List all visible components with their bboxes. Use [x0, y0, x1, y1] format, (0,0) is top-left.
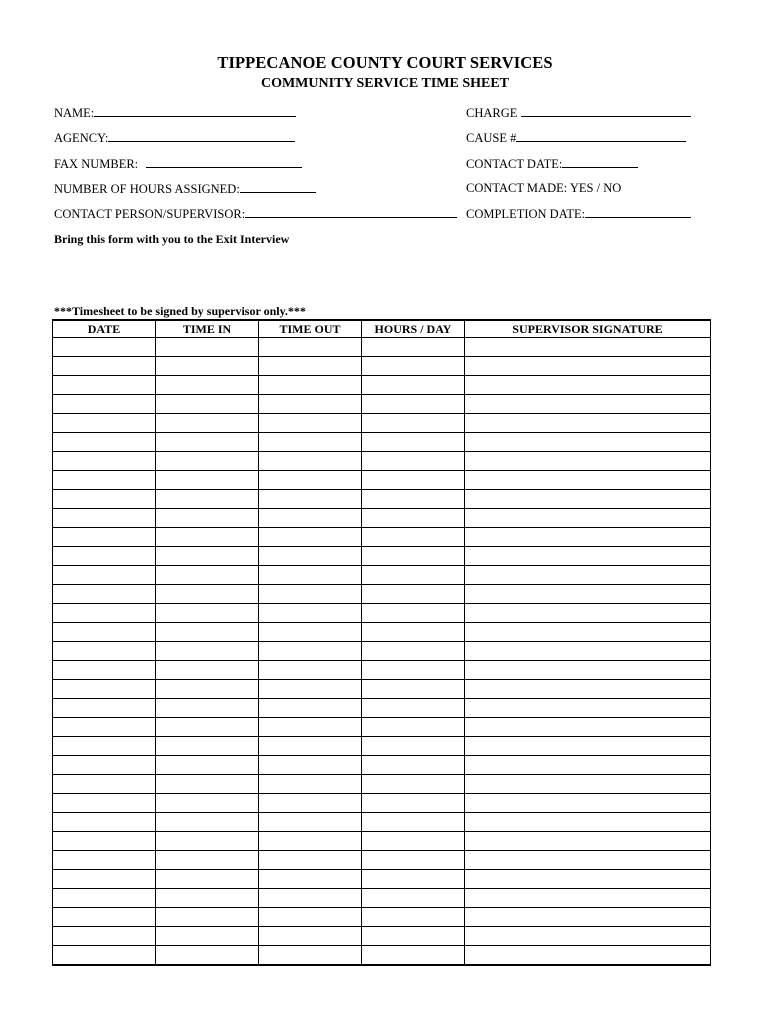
time-in-cell[interactable] — [156, 452, 259, 471]
time-in-cell[interactable] — [156, 889, 259, 908]
supervisor-signature-cell[interactable] — [465, 471, 711, 490]
time-in-cell[interactable] — [156, 832, 259, 851]
time-out-cell[interactable] — [259, 870, 362, 889]
date-cell[interactable] — [53, 680, 156, 699]
time-out-column-header: TIME OUT — [259, 320, 362, 338]
contact-made-field — [466, 180, 621, 196]
hours-day-cell[interactable] — [362, 908, 465, 927]
timesheet-body — [53, 338, 711, 966]
supervisor-signature-cell[interactable] — [465, 927, 711, 946]
hours-day-cell[interactable] — [362, 661, 465, 680]
time-in-cell[interactable] — [156, 338, 259, 357]
fax-number-blank[interactable] — [146, 155, 302, 168]
charge-blank[interactable] — [521, 104, 691, 117]
supervisor-signature-cell[interactable] — [465, 661, 711, 680]
hours-day-cell[interactable] — [362, 566, 465, 585]
hours-day-cell[interactable] — [362, 547, 465, 566]
hours-day-cell[interactable] — [362, 870, 465, 889]
supervisor-signature-cell[interactable] — [465, 585, 711, 604]
table-row — [53, 642, 711, 661]
table-row — [53, 832, 711, 851]
time-out-cell[interactable] — [259, 756, 362, 775]
time-out-cell[interactable] — [259, 490, 362, 509]
time-out-cell[interactable] — [259, 357, 362, 376]
hours-day-cell[interactable] — [362, 395, 465, 414]
hours-day-cell[interactable] — [362, 794, 465, 813]
time-in-cell[interactable] — [156, 547, 259, 566]
agency-label: AGENCY: — [54, 131, 109, 145]
time-out-cell[interactable] — [259, 585, 362, 604]
charge-label: CHARGE — [466, 106, 518, 120]
hours-day-cell[interactable] — [362, 642, 465, 661]
time-in-cell[interactable] — [156, 395, 259, 414]
hours-day-cell[interactable] — [362, 509, 465, 528]
supervisor-signature-column-header: SUPERVISOR SIGNATURE — [465, 320, 711, 338]
hours-day-cell[interactable] — [362, 376, 465, 395]
hours-day-cell[interactable] — [362, 357, 465, 376]
date-cell[interactable] — [53, 756, 156, 775]
time-in-cell[interactable] — [156, 471, 259, 490]
hours-day-cell[interactable] — [362, 414, 465, 433]
contact-person-blank[interactable] — [245, 205, 457, 218]
supervisor-signature-cell[interactable] — [465, 357, 711, 376]
table-row — [53, 775, 711, 794]
time-in-cell[interactable] — [156, 927, 259, 946]
hours-assigned-blank[interactable] — [240, 180, 316, 193]
date-cell[interactable] — [53, 946, 156, 966]
time-in-cell[interactable] — [156, 490, 259, 509]
time-in-cell[interactable] — [156, 870, 259, 889]
hours-day-cell[interactable] — [362, 832, 465, 851]
time-out-cell[interactable] — [259, 433, 362, 452]
supervisor-signature-cell[interactable] — [465, 509, 711, 528]
hours-day-cell[interactable] — [362, 623, 465, 642]
time-in-cell[interactable] — [156, 813, 259, 832]
supervisor-signature-cell[interactable] — [465, 699, 711, 718]
table-row — [53, 870, 711, 889]
time-in-cell[interactable] — [156, 699, 259, 718]
signature-notice: ***Timesheet to be signed by supervisor only.*** — [54, 304, 306, 318]
hours-day-cell[interactable] — [362, 927, 465, 946]
time-out-cell[interactable] — [259, 338, 362, 357]
date-cell[interactable] — [53, 338, 156, 357]
time-in-cell[interactable] — [156, 585, 259, 604]
table-row — [53, 737, 711, 756]
hours-day-cell[interactable] — [362, 680, 465, 699]
time-in-cell[interactable] — [156, 433, 259, 452]
time-out-cell[interactable] — [259, 623, 362, 642]
date-cell[interactable] — [53, 851, 156, 870]
timesheet-header-row — [53, 320, 711, 338]
hours-day-cell[interactable] — [362, 851, 465, 870]
supervisor-signature-cell[interactable] — [465, 395, 711, 414]
table-row — [53, 889, 711, 908]
table-row — [53, 585, 711, 604]
time-out-cell[interactable] — [259, 566, 362, 585]
time-out-cell[interactable] — [259, 471, 362, 490]
time-in-cell[interactable] — [156, 623, 259, 642]
date-cell[interactable] — [53, 414, 156, 433]
time-out-cell[interactable] — [259, 452, 362, 471]
supervisor-signature-cell[interactable] — [465, 889, 711, 908]
hours-day-cell[interactable] — [362, 604, 465, 623]
supervisor-signature-cell[interactable] — [465, 718, 711, 737]
table-row — [53, 813, 711, 832]
time-in-cell[interactable] — [156, 414, 259, 433]
hours-day-cell[interactable] — [362, 699, 465, 718]
time-out-cell[interactable] — [259, 604, 362, 623]
time-out-cell[interactable] — [259, 395, 362, 414]
table-row — [53, 623, 711, 642]
completion-date-field — [466, 205, 691, 222]
time-in-cell[interactable] — [156, 376, 259, 395]
supervisor-signature-cell[interactable] — [465, 870, 711, 889]
hours-day-cell[interactable] — [362, 756, 465, 775]
supervisor-signature-cell[interactable] — [465, 813, 711, 832]
time-out-cell[interactable] — [259, 414, 362, 433]
date-column-header: DATE — [53, 320, 156, 338]
supervisor-signature-cell[interactable] — [465, 566, 711, 585]
date-cell[interactable] — [53, 433, 156, 452]
hours-assigned-label: NUMBER OF HOURS ASSIGNED: — [54, 182, 240, 196]
completion-date-blank[interactable] — [585, 205, 691, 218]
table-row — [53, 452, 711, 471]
hours-day-cell[interactable] — [362, 338, 465, 357]
exit-interview-note: Bring this form with you to the Exit Interview — [54, 232, 290, 246]
time-out-cell[interactable] — [259, 946, 362, 966]
supervisor-signature-cell[interactable] — [465, 604, 711, 623]
time-out-cell[interactable] — [259, 376, 362, 395]
date-cell[interactable] — [53, 395, 156, 414]
time-out-cell[interactable] — [259, 851, 362, 870]
hours-day-cell[interactable] — [362, 433, 465, 452]
table-row — [53, 927, 711, 946]
time-in-cell[interactable] — [156, 851, 259, 870]
contact-person-label: CONTACT PERSON/SUPERVISOR: — [54, 207, 246, 221]
name-label: NAME: — [54, 106, 95, 120]
supervisor-signature-cell[interactable] — [465, 414, 711, 433]
date-cell[interactable] — [53, 927, 156, 946]
time-out-cell[interactable] — [259, 642, 362, 661]
form-subtitle: COMMUNITY SERVICE TIME SHEET — [260, 76, 510, 91]
hours-day-cell[interactable] — [362, 452, 465, 471]
date-cell[interactable] — [53, 566, 156, 585]
cause-blank[interactable] — [516, 129, 686, 142]
time-in-cell[interactable] — [156, 718, 259, 737]
cause-field — [466, 129, 686, 146]
date-cell[interactable] — [53, 604, 156, 623]
date-cell[interactable] — [53, 794, 156, 813]
name-blank[interactable] — [94, 104, 296, 117]
date-cell[interactable] — [53, 623, 156, 642]
table-row — [53, 490, 711, 509]
time-in-cell[interactable] — [156, 509, 259, 528]
supervisor-signature-cell[interactable] — [465, 642, 711, 661]
contact-made-label: CONTACT MADE: YES / NO — [466, 181, 622, 195]
contact-date-field — [466, 155, 638, 172]
time-in-cell[interactable] — [156, 566, 259, 585]
agency-blank[interactable] — [108, 129, 295, 142]
table-row — [53, 433, 711, 452]
supervisor-signature-cell[interactable] — [465, 433, 711, 452]
time-out-cell[interactable] — [259, 889, 362, 908]
time-out-cell[interactable] — [259, 680, 362, 699]
hours-day-cell[interactable] — [362, 528, 465, 547]
date-cell[interactable] — [53, 908, 156, 927]
supervisor-signature-cell[interactable] — [465, 452, 711, 471]
hours-day-cell[interactable] — [362, 889, 465, 908]
hours-assigned-field — [54, 180, 316, 197]
supervisor-signature-cell[interactable] — [465, 832, 711, 851]
date-cell[interactable] — [53, 547, 156, 566]
time-in-cell[interactable] — [156, 946, 259, 966]
table-row — [53, 661, 711, 680]
time-in-cell[interactable] — [156, 737, 259, 756]
time-out-cell[interactable] — [259, 699, 362, 718]
hours-day-cell[interactable] — [362, 775, 465, 794]
time-out-cell[interactable] — [259, 718, 362, 737]
time-in-cell[interactable] — [156, 775, 259, 794]
table-row — [53, 357, 711, 376]
time-out-cell[interactable] — [259, 813, 362, 832]
time-in-cell[interactable] — [156, 642, 259, 661]
supervisor-signature-cell[interactable] — [465, 490, 711, 509]
table-row — [53, 338, 711, 357]
table-row — [53, 756, 711, 775]
hours-day-cell[interactable] — [362, 813, 465, 832]
time-in-cell[interactable] — [156, 908, 259, 927]
table-row — [53, 471, 711, 490]
date-cell[interactable] — [53, 870, 156, 889]
time-in-cell[interactable] — [156, 357, 259, 376]
date-cell[interactable] — [53, 357, 156, 376]
date-cell[interactable] — [53, 490, 156, 509]
supervisor-signature-cell[interactable] — [465, 376, 711, 395]
time-out-cell[interactable] — [259, 832, 362, 851]
time-in-cell[interactable] — [156, 528, 259, 547]
hours-day-cell[interactable] — [362, 718, 465, 737]
table-row — [53, 794, 711, 813]
supervisor-signature-cell[interactable] — [465, 338, 711, 357]
supervisor-signature-cell[interactable] — [465, 851, 711, 870]
name-field — [54, 104, 296, 121]
supervisor-signature-cell[interactable] — [465, 908, 711, 927]
date-cell[interactable] — [53, 585, 156, 604]
time-out-cell[interactable] — [259, 528, 362, 547]
fax-number-label: FAX NUMBER: — [54, 157, 139, 171]
time-out-cell[interactable] — [259, 908, 362, 927]
table-row — [53, 946, 711, 966]
table-row — [53, 376, 711, 395]
table-row — [53, 699, 711, 718]
supervisor-signature-cell[interactable] — [465, 547, 711, 566]
date-cell[interactable] — [53, 832, 156, 851]
time-out-cell[interactable] — [259, 775, 362, 794]
table-row — [53, 528, 711, 547]
date-cell[interactable] — [53, 699, 156, 718]
time-in-cell[interactable] — [156, 794, 259, 813]
table-row — [53, 414, 711, 433]
date-cell[interactable] — [53, 718, 156, 737]
completion-date-label: COMPLETION DATE: — [466, 207, 586, 221]
date-cell[interactable] — [53, 528, 156, 547]
hours-day-cell[interactable] — [362, 490, 465, 509]
time-out-cell[interactable] — [259, 737, 362, 756]
time-in-cell[interactable] — [156, 680, 259, 699]
table-row — [53, 908, 711, 927]
time-in-cell[interactable] — [156, 756, 259, 775]
date-cell[interactable] — [53, 737, 156, 756]
hours-day-cell[interactable] — [362, 737, 465, 756]
time-out-cell[interactable] — [259, 661, 362, 680]
supervisor-signature-cell[interactable] — [465, 775, 711, 794]
time-in-cell[interactable] — [156, 604, 259, 623]
table-row — [53, 509, 711, 528]
time-out-cell[interactable] — [259, 547, 362, 566]
table-row — [53, 566, 711, 585]
cause-label: CAUSE # — [466, 131, 517, 145]
contact-person-field — [54, 205, 457, 222]
time-in-cell[interactable] — [156, 661, 259, 680]
contact-date-blank[interactable] — [562, 155, 638, 168]
hours-day-cell[interactable] — [362, 471, 465, 490]
form-title: TIPPECANOE COUNTY COURT SERVICES — [217, 53, 553, 72]
table-row — [53, 547, 711, 566]
hours-day-column-header: HOURS / DAY — [362, 320, 465, 338]
table-row — [53, 680, 711, 699]
contact-date-label: CONTACT DATE: — [466, 157, 563, 171]
agency-field — [54, 129, 295, 146]
supervisor-signature-cell[interactable] — [465, 680, 711, 699]
supervisor-signature-cell[interactable] — [465, 946, 711, 966]
date-cell[interactable] — [53, 642, 156, 661]
date-cell[interactable] — [53, 376, 156, 395]
hours-day-cell[interactable] — [362, 946, 465, 966]
time-out-cell[interactable] — [259, 927, 362, 946]
date-cell[interactable] — [53, 661, 156, 680]
supervisor-signature-cell[interactable] — [465, 794, 711, 813]
fax-number-field — [54, 155, 302, 172]
supervisor-signature-cell[interactable] — [465, 623, 711, 642]
date-cell[interactable] — [53, 471, 156, 490]
supervisor-signature-cell[interactable] — [465, 737, 711, 756]
date-cell[interactable] — [53, 813, 156, 832]
date-cell[interactable] — [53, 889, 156, 908]
time-out-cell[interactable] — [259, 794, 362, 813]
charge-field — [466, 104, 691, 121]
supervisor-signature-cell[interactable] — [465, 756, 711, 775]
table-row — [53, 851, 711, 870]
hours-day-cell[interactable] — [362, 585, 465, 604]
table-row — [53, 604, 711, 623]
supervisor-signature-cell[interactable] — [465, 528, 711, 547]
table-row — [53, 395, 711, 414]
time-out-cell[interactable] — [259, 509, 362, 528]
date-cell[interactable] — [53, 452, 156, 471]
date-cell[interactable] — [53, 775, 156, 794]
table-row — [53, 718, 711, 737]
date-cell[interactable] — [53, 509, 156, 528]
time-in-column-header: TIME IN — [156, 320, 259, 338]
timesheet-table — [52, 319, 711, 966]
